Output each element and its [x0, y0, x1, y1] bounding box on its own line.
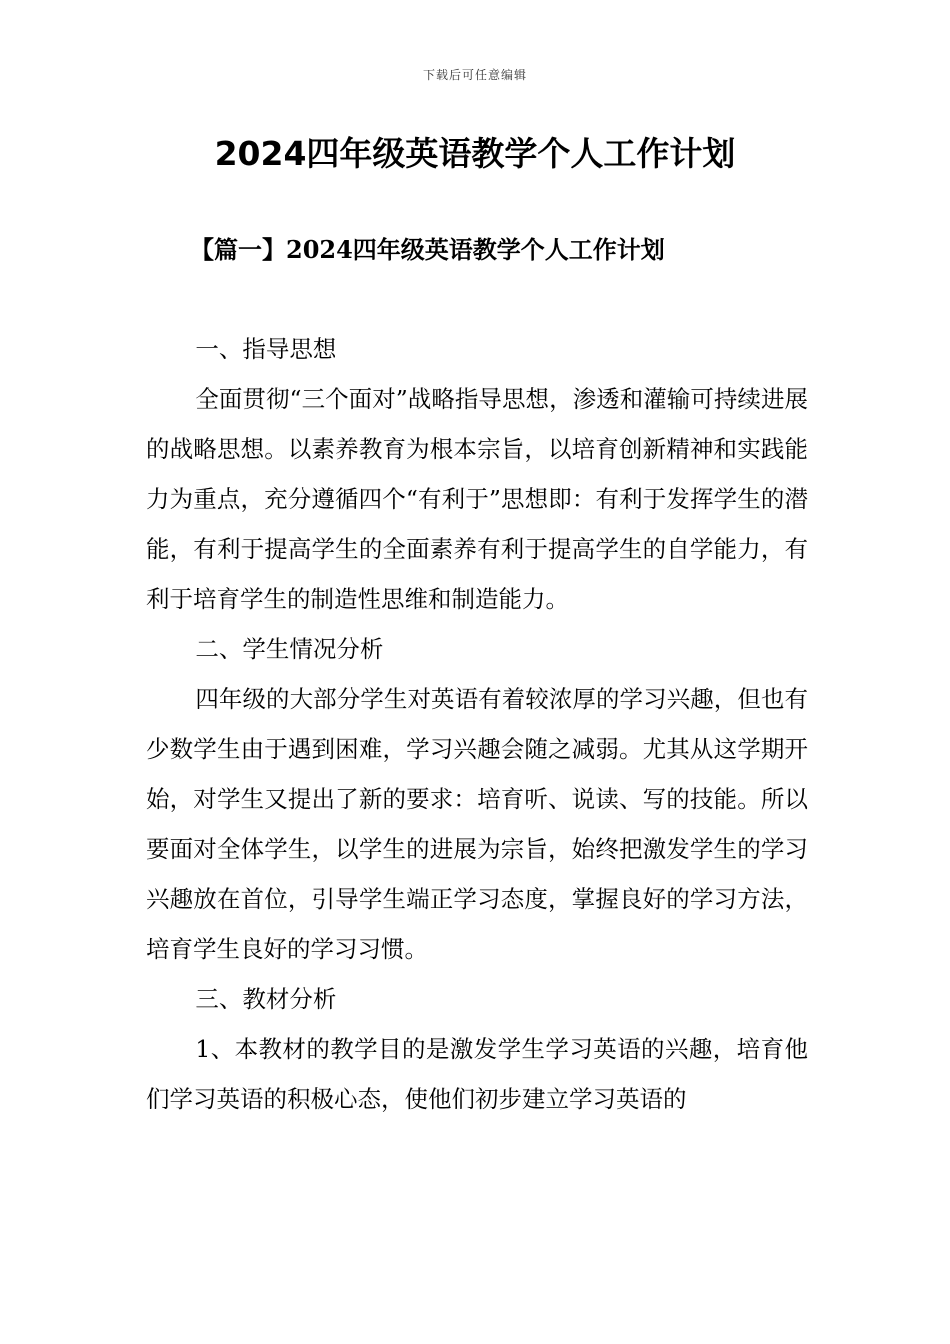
document-body — [146, 324, 808, 1124]
paragraph-guiding-ideology: 全面贯彻“三个面对”战略指导思想，渗透和灌输可持续进展的战略思想。以素养教育为根本宗旨，以培育创新精神和实践能力为重点，充分遵循四个“有利于”思想即：有利于发挥学生的潜能，有利于提高学生的全面素养有利于提高学生的自学能力，有利于培育学生的制造性思维和制造能力。 — [146, 385, 808, 613]
paragraph-textbook-analysis: 1、本教材的教学目的是激发学生学习英语的兴趣，培育他们学习英语的积极心态，使他们初步建立学习英语的 — [146, 1035, 808, 1113]
heading-guiding-ideology: 一、指导思想 — [195, 335, 337, 363]
document-title: 2024四年级英语教学个人工作计划 — [214, 134, 736, 173]
heading-textbook-analysis: 三、教材分析 — [195, 985, 337, 1013]
paragraph-student-analysis: 四年级的大部分学生对英语有着较浓厚的学习兴趣，但也有少数学生由于遇到困难，学习兴趣会随之减弱。尤其从这学期开始，对学生又提出了新的要求：培育听、说读、写的技能。所以要面对全体学生，以学生的进展为宗旨，始终把激发学生的学习兴趣放在首位，引导学生端正学习态度，掌握良好的学习方法，培育学生良好的学习习惯。 — [146, 685, 808, 963]
heading-student-analysis: 二、学生情况分析 — [195, 635, 384, 663]
header-note: 下载后可任意编辑 — [422, 68, 527, 82]
section-title: 【篇一】2024四年级英语教学个人工作计划 — [190, 235, 665, 264]
